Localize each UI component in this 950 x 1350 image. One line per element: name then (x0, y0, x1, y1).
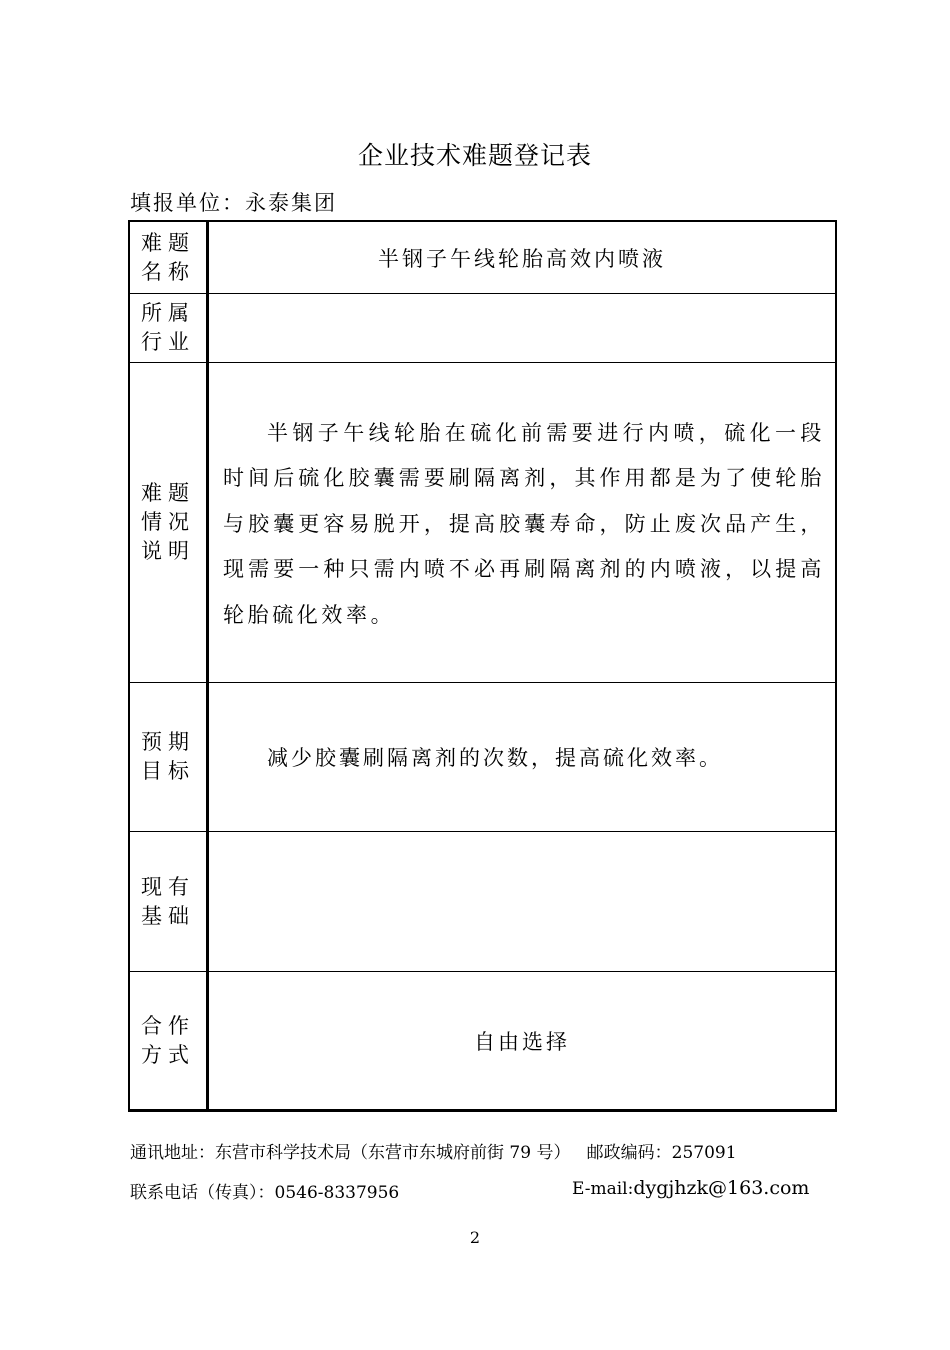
label-existing-basis: 现有 基础 (129, 832, 208, 972)
industry-value (208, 294, 837, 363)
table-row-existing-basis (129, 832, 836, 972)
contact-email (572, 1177, 809, 1199)
table-row-expected-goal (129, 683, 836, 832)
registration-table (128, 220, 837, 1112)
email-address[interactable]: dygjhzk@163.com (633, 1177, 810, 1199)
page-number: 2 (469, 1228, 481, 1247)
description-paragraph: 半钢子午线轮胎在硫化前需要进行内喷，硫化一段时间后硫化胶囊需要刷隔离剂，其作用都是为了使轮胎与胶囊更容易脱开，提高胶囊寿命，防止废次品产生，现需要一种只需内喷不必再刷隔离剂的内喷液，以提高轮胎硫化效率。 (223, 420, 825, 627)
label-description: 难题 情况 说明 (129, 363, 208, 683)
label-cooperation-mode: 合作 方式 (129, 972, 208, 1111)
label-problem-name: 难题 名称 (129, 221, 208, 294)
existing-basis-value (208, 832, 837, 972)
form-title: 企业技术难题登记表 (357, 141, 592, 170)
contact-address: 通讯地址：东营市科学技术局（东营市东城府前街 79 号） 邮政编码：257091 (130, 1143, 737, 1163)
contact-phone: 联系电话（传真）：0546-8337956 (130, 1183, 400, 1203)
problem-name-value: 半钢子午线轮胎高效内喷液 (208, 221, 837, 294)
expected-goal-value: 减少胶囊刷隔离剂的次数，提高硫化效率。 (208, 683, 837, 832)
table-row-cooperation-mode (129, 972, 836, 1111)
cooperation-mode-value: 自由选择 (208, 972, 837, 1111)
table-row-description (129, 363, 836, 683)
label-expected-goal: 预期 目标 (129, 683, 208, 832)
email-label: E-mail: (572, 1179, 634, 1199)
table-row-industry (129, 294, 836, 363)
label-industry: 所属 行业 (129, 294, 208, 363)
description-value (208, 363, 837, 683)
reporting-unit: 填报单位：永泰集团 (130, 191, 337, 215)
table-row-problem-name (129, 221, 836, 294)
